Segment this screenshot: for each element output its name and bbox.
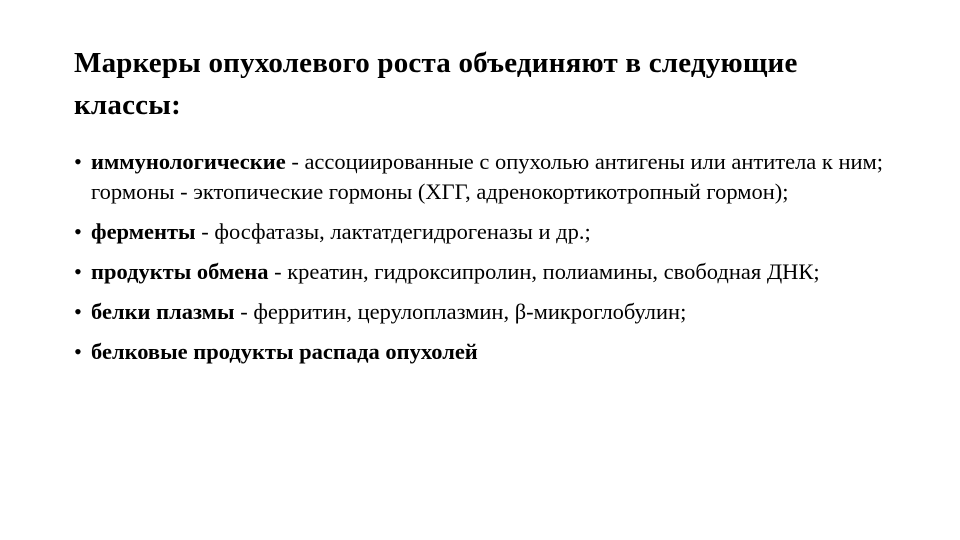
list-item [74,257,894,287]
list-item [74,147,894,207]
bullet-text: - креатин, гидроксипролин, полиамины, свободная ДНК; [268,259,820,284]
bullet-text: - ассоциированные с опухолью антигены или антитела к ним; гормоны - эктопические гормоны (ХГГ, адренокортикотропный гормон); [91,149,884,204]
bullet-term: продукты обмена [91,259,269,284]
bullet-term: белки плазмы [91,299,235,324]
bullet-term: белковые продукты распада опухолей [91,339,478,364]
bullet-term: ферменты [91,219,196,244]
bullet-mark: • [74,259,82,284]
bullet-mark: • [74,219,82,244]
bullet-text: - ферритин, церулоплазмин, β-микроглобулин; [234,299,687,324]
bullet-text: - фосфатазы, лактатдегидрогеназы и др.; [195,219,591,244]
list-item [74,217,894,247]
bullet-mark: • [74,149,82,174]
slide-title: Маркеры опухолевого роста объединяют в следующие классы: [74,47,798,121]
bullet-mark: • [74,299,82,324]
bullet-list [74,147,894,377]
list-item [74,297,894,327]
list-item [74,337,894,367]
bullet-term: иммунологические [91,149,286,174]
bullet-mark: • [74,339,82,364]
